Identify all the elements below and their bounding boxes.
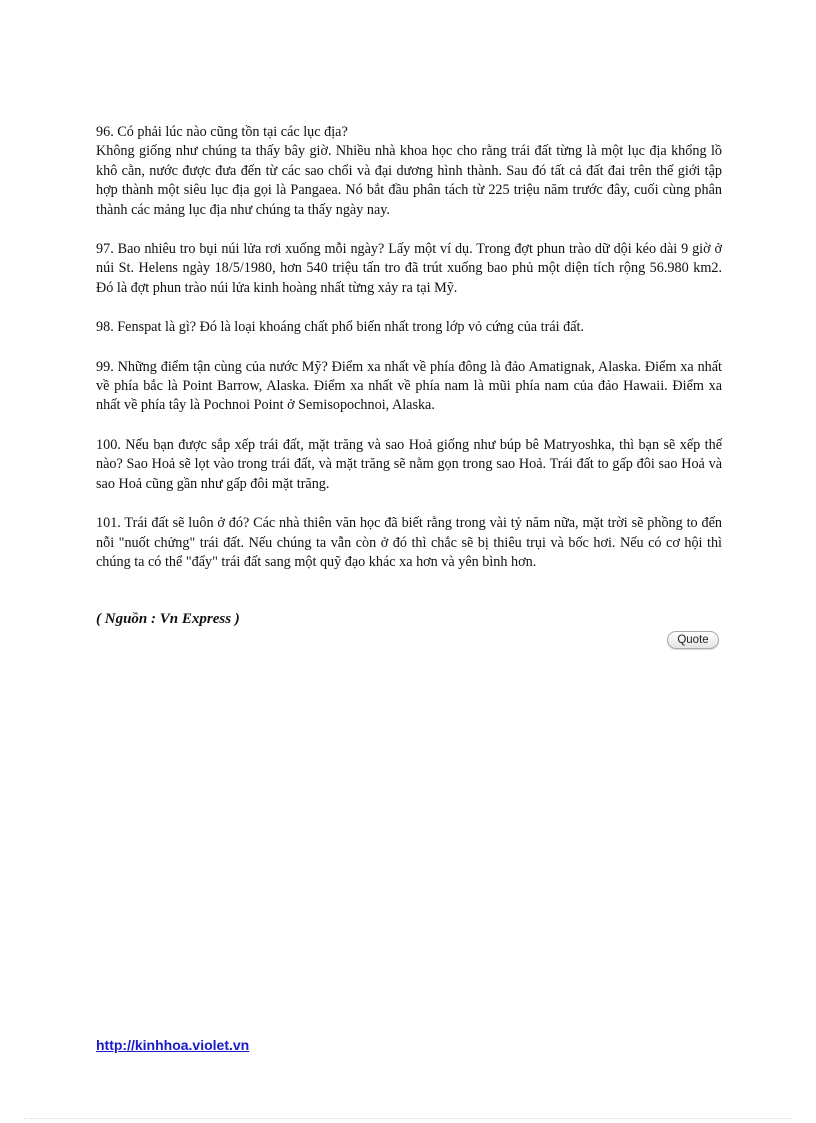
footer-link[interactable]: http://kinhhoa.violet.vn: [96, 1037, 250, 1053]
paragraph-96: [96, 123, 722, 220]
paragraph-101: 101. Trái đất sẽ luôn ở đó? Các nhà thiên văn học đã biết rằng trong vài tỷ năm nữa, mặt trời sẽ phồng to đến nỗi "nuốt chửng" trái đất. Nếu chúng ta vẫn còn ở đó thì chắc sẽ bị thiêu trụi và bốc hơi. Nếu có cơ hội thì chúng ta có thể "đẩy" trái đất sang một quỹ đạo khác xa hơn và yên bình hơn.: [96, 515, 722, 570]
answer-96: Không giống như chúng ta thấy bây giờ. Nhiều nhà khoa học cho rằng trái đất từng là một lục địa khổng lồ khô cằn, nước được đưa đến từ các sao chổi và đại dương hình thành. Sau đó tất cả đất đai trên thế giới tập hợp thành một siêu lục địa gọi là Pangaea. Nó bắt đầu phân tách từ 225 triệu năm trước đây, cuối cùng phân thành các mảng lục địa như chúng ta thấy ngày nay.: [96, 143, 722, 218]
article-body: [96, 123, 722, 592]
paragraph-98: 98. Fenspat là gì? Đó là loại khoáng chất phổ biến nhất trong lớp vỏ cứng của trái đất.: [96, 319, 584, 336]
paragraph-97: 97. Bao nhiêu tro bụi núi lửa rơi xuống mỗi ngày? Lấy một ví dụ. Trong đợt phun trào dữ dội kéo dài 9 giờ ở núi St. Helens ngày 18/5/1980, hơn 540 triệu tấn tro đã trút xuống bao phủ một diện tích rộng 56.980 km2. Đó là đợt phun trào núi lửa kinh hoàng nhất từng xảy ra tại Mỹ.: [96, 241, 722, 296]
quote-button[interactable]: Quote: [667, 631, 719, 649]
page-edge-divider: [24, 1118, 792, 1119]
paragraph-99: 99. Những điểm tận cùng của nước Mỹ? Điểm xa nhất về phía đông là đảo Amatignak, Alaska. Điểm xa nhất về phía bắc là Point Barrow, Alaska. Điểm xa nhất về phía nam là mũi phía nam của đảo Hawaii. Điểm xa nhất về phía tây là Pochnoi Point ở Semisopochnoi, Alaska.: [96, 358, 722, 414]
question-96: 96. Có phải lúc nào cũng tồn tại các lục địa?: [96, 124, 348, 140]
paragraph-100: 100. Nếu bạn được sắp xếp trái đất, mặt trăng và sao Hoả giống như búp bê Matryoshka, thì bạn sẽ xếp thế nào? Sao Hoả sẽ lọt vào trong trái đất, và mặt trăng sẽ nằm gọn trong sao Hoả. Trái đất to gấp đôi sao Hoả và sao Hoả cũng gần như gấp đôi mặt trăng.: [96, 436, 722, 492]
source-credit: ( Nguồn : Vn Express ): [96, 611, 240, 627]
